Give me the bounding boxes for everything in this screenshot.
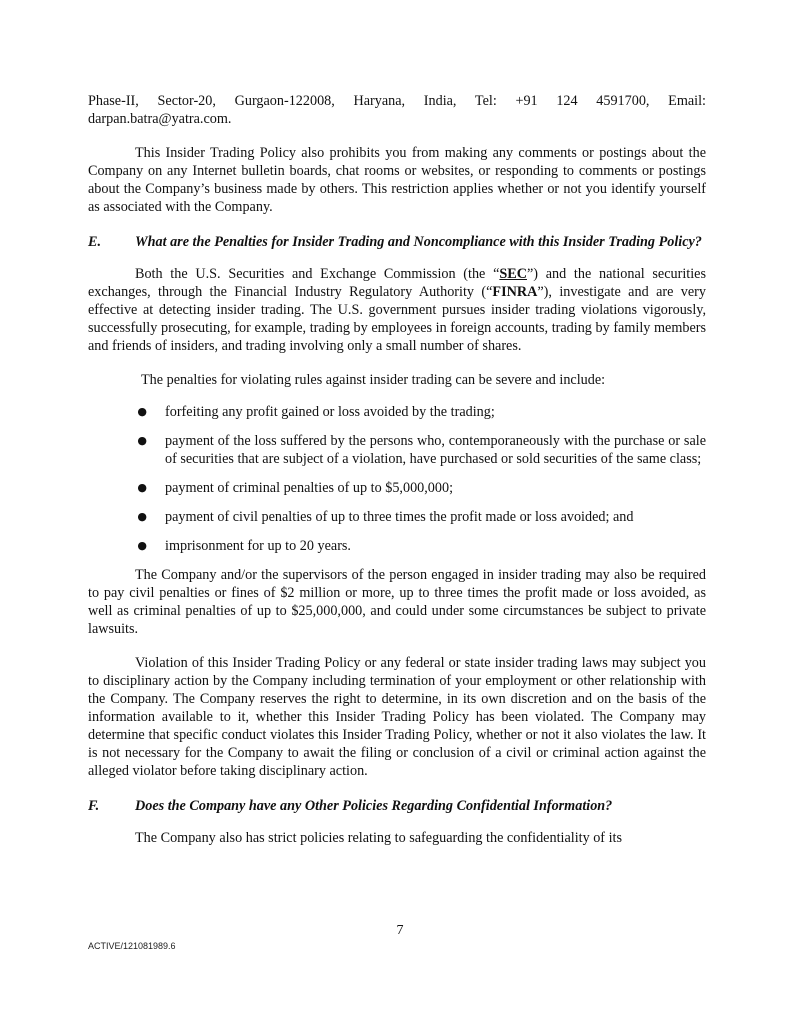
bullet-icon: ● bbox=[137, 434, 147, 447]
violation-paragraph: Violation of this Insider Trading Policy or any federal or state insider trading laws may subject you to disciplinary action by the Company including termination of your employment or other relationship with the Company. The Company reserves the right to determine, in its own discretion and on the basis of the information available to it, whether this Insider Trading Policy has been violated. The Company may determine that specific conduct violates this Insider Trading Policy, whether or not it also violates the law. It is not necessary for the Company to await the filing or conclusion of a civil or criminal action against the alleged violator before taking disciplinary action. bbox=[88, 655, 706, 779]
finra-defined-term: FINRA bbox=[492, 284, 538, 300]
supervisors-paragraph: The Company and/or the supervisors of the person engaged in insider trading may also be required to pay civil penalties or fines of $2 million or more, up to three times the profit made or loss avoided, as well as criminal penalties of up to $25,000,000, and could under some circumstances be subject to private lawsuits. bbox=[88, 567, 706, 637]
penalty-text: imprisonment for up to 20 years. bbox=[165, 538, 351, 554]
sec-post-text: ”), investigate and are very effective at detecting insider trading. The U.S. government pursues insider trading violations vigorously, successfully prosecuting, for example, trading by employees in foreign accounts, trading by family members and friends of insiders, and trading involving only a small number of shares. bbox=[88, 284, 706, 354]
address-line-1: Phase-II, Sector-20, Gurgaon-122008, Haryana, India, Tel: +91 124 4591700, Email: bbox=[88, 93, 706, 109]
penalty-text: forfeiting any profit gained or loss avoided by the trading; bbox=[165, 404, 495, 420]
penalty-text: payment of criminal penalties of up to $5,000,000; bbox=[165, 480, 454, 496]
penalty-text: payment of civil penalties of up to three times the profit made or loss avoided; and bbox=[165, 509, 634, 525]
section-e-paragraph-1 bbox=[88, 265, 706, 355]
list-item bbox=[88, 508, 706, 526]
section-f-letter: F. bbox=[88, 798, 100, 814]
internet-paragraph: This Insider Trading Policy also prohibits you from making any comments or postings about the Company on any Internet bulletin boards, chat rooms or websites, or responding to comments or postings about the Company’s business made by others. This restriction applies whether or not you identify yourself as associated with the Company. bbox=[88, 145, 706, 215]
section-f-paragraph-1: The Company also has strict policies relating to safeguarding the confidentiality of its bbox=[135, 830, 622, 846]
penalties-list bbox=[88, 403, 706, 555]
bullet-icon: ● bbox=[137, 405, 147, 418]
section-e-title: What are the Penalties for Insider Trading and Noncompliance with this Insider Trading Policy? bbox=[135, 234, 702, 250]
sec-mid-text: ”) and the national securities exchanges, through the Financial Industry Regulatory Authority (“ bbox=[88, 266, 706, 300]
sec-intro-text: Both the U.S. Securities and Exchange Commission (the “ bbox=[135, 266, 500, 282]
bullet-icon: ● bbox=[137, 481, 147, 494]
penalty-text: payment of the loss suffered by the persons who, contemporaneously with the purchase or sale of securities that are subject of a violation, have purchased or sold securities of the same class; bbox=[165, 433, 706, 467]
section-f-heading bbox=[88, 797, 706, 815]
list-item bbox=[88, 403, 706, 421]
bullet-icon: ● bbox=[137, 539, 147, 552]
section-f-title: Does the Company have any Other Policies Regarding Confidential Information? bbox=[135, 798, 613, 814]
list-item bbox=[88, 537, 706, 555]
document-id: ACTIVE/121081989.6 bbox=[88, 941, 176, 951]
section-e-heading bbox=[88, 233, 706, 251]
section-e-letter: E. bbox=[88, 234, 102, 250]
list-item bbox=[88, 432, 706, 468]
bullet-icon: ● bbox=[137, 510, 147, 523]
page-number: 7 bbox=[396, 923, 404, 938]
address-paragraph bbox=[88, 92, 706, 110]
sec-defined-term: SEC bbox=[499, 266, 527, 282]
penalties-intro: The penalties for violating rules against insider trading can be severe and include: bbox=[141, 372, 606, 388]
document-body bbox=[88, 92, 706, 847]
list-item bbox=[88, 479, 706, 497]
address-line-2: darpan.batra@yatra.com. bbox=[88, 111, 232, 127]
